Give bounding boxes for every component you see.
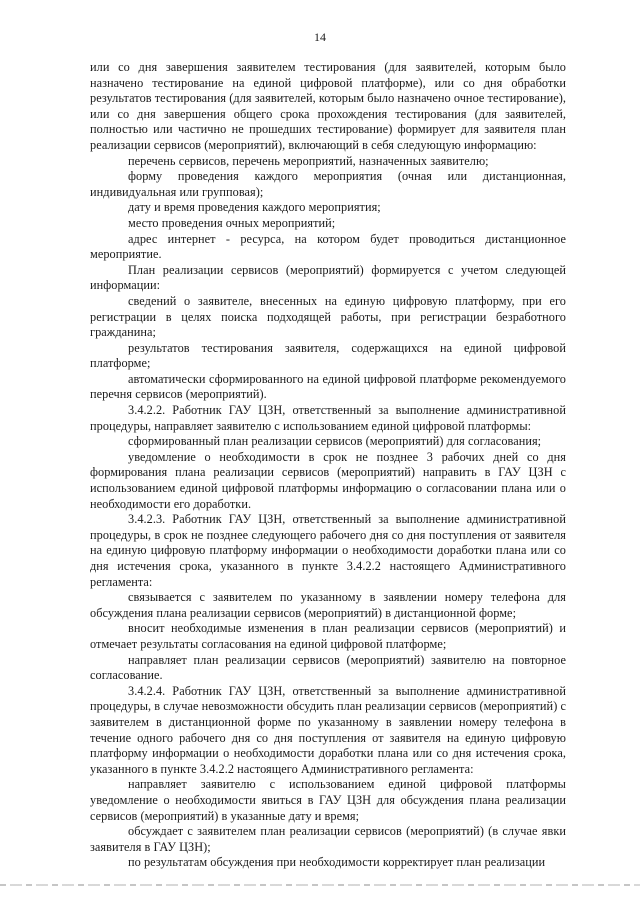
paragraph: место проведения очных мероприятий; bbox=[128, 215, 336, 230]
paragraph: по результатам обсуждения при необходимости корректирует план реализации bbox=[128, 855, 546, 870]
paragraph: результатов тестирования заявителя, содержащихся на единой цифровой платформе; bbox=[90, 340, 566, 371]
paragraph: сформированный план реализации сервисов (мероприятий) для согласования; bbox=[128, 434, 542, 449]
paragraph: направляет план реализации сервисов (мероприятий) заявителю на повторное согласование. bbox=[90, 652, 566, 683]
paragraph: связывается с заявителем по указанному в заявлении номеру телефона для обсуждения плана реализации сервисов (мероприятий) в дистанционной форме; bbox=[90, 590, 566, 620]
paragraph: форму проведения каждого мероприятия (очная или дистанционная, индивидуальная или групповая); bbox=[90, 169, 566, 199]
paragraph: уведомление о необходимости в срок не позднее 3 рабочих дней со дня формирования плана реализации сервисов (мероприятий) направить в ГАУ ЦЗН с использованием единой цифровой платформы информацию о согласовании плана или о необходимости его доработки. bbox=[90, 449, 566, 511]
paragraph: или со дня завершения заявителем тестирования (для заявителей, которым было назначено тестирование на единой цифровой платформе), или со дня обработки результатов тестирования (для заявителей, которым было назначено очное тестирование), или со дня завершения общего срока прохождения тестирования (для заявителей, полностью или частично не прошедших тестирование) формирует для заявителя план реализации сервисов (мероприятий), включающий в себя следующую информацию: bbox=[90, 60, 566, 152]
paragraph: План реализации сервисов (мероприятий) формируется с учетом следующей информации: bbox=[90, 262, 566, 293]
page-number: 14 bbox=[314, 30, 326, 44]
document-body bbox=[90, 60, 566, 871]
paragraph: направляет заявителю с использованием единой цифровой платформы уведомление о необходимости явиться в ГАУ ЦЗН для обсуждения плана реализации сервисов (мероприятий) в указанные дату и время; bbox=[90, 777, 566, 823]
paragraph: 3.4.2.3. Работник ГАУ ЦЗН, ответственный за выполнение административной процедуры, в срок не позднее следующего рабочего дня со дня поступления от заявителя на единую цифровую платформу информации о необходимости доработки плана или со дня истечения срока, указанного в пункте 3.4.2.2 настоящего Административного регламента: bbox=[90, 512, 566, 589]
paragraph: обсуждает с заявителем план реализации сервисов (мероприятий) (в случае явки заявителя в ГАУ ЦЗН); bbox=[90, 824, 566, 854]
paragraph: 3.4.2.4. Работник ГАУ ЦЗН, ответственный за выполнение административной процедуры, в случае невозможности обсудить план реализации сервисов (мероприятий) с заявителем в дистанционной форме по указанному в заявлении номеру телефона в течение одного рабочего дня со дня поступления от заявителя на единую цифровую платформу информации о необходимости доработки плана или со дня истечения срока, указанного в пункте 3.4.2.2 настоящего Административного регламента: bbox=[90, 683, 566, 776]
paragraph: дату и время проведения каждого мероприятия; bbox=[128, 200, 381, 215]
paragraph: автоматически сформированного на единой цифровой платформе рекомендуемого перечня сервисов (мероприятий). bbox=[90, 371, 566, 402]
paragraph: адрес интернет - ресурса, на котором будет проводиться дистанционное мероприятие. bbox=[90, 231, 566, 262]
paragraph: перечень сервисов, перечень мероприятий, назначенных заявителю; bbox=[128, 153, 489, 168]
scan-artifact-line bbox=[0, 884, 640, 886]
paragraph: сведений о заявителе, внесенных на единую цифровую платформу, при его регистрации в целях поиска подходящей работы, при регистрации безработного гражданина; bbox=[90, 293, 566, 340]
paragraph: вносит необходимые изменения в план реализации сервисов (мероприятий) и отмечает результаты согласования на единой цифровой платформе; bbox=[90, 621, 566, 651]
paragraph: 3.4.2.2. Работник ГАУ ЦЗН, ответственный за выполнение административной процедуры, направляет заявителю с использованием единой цифровой платформы: bbox=[90, 403, 566, 433]
